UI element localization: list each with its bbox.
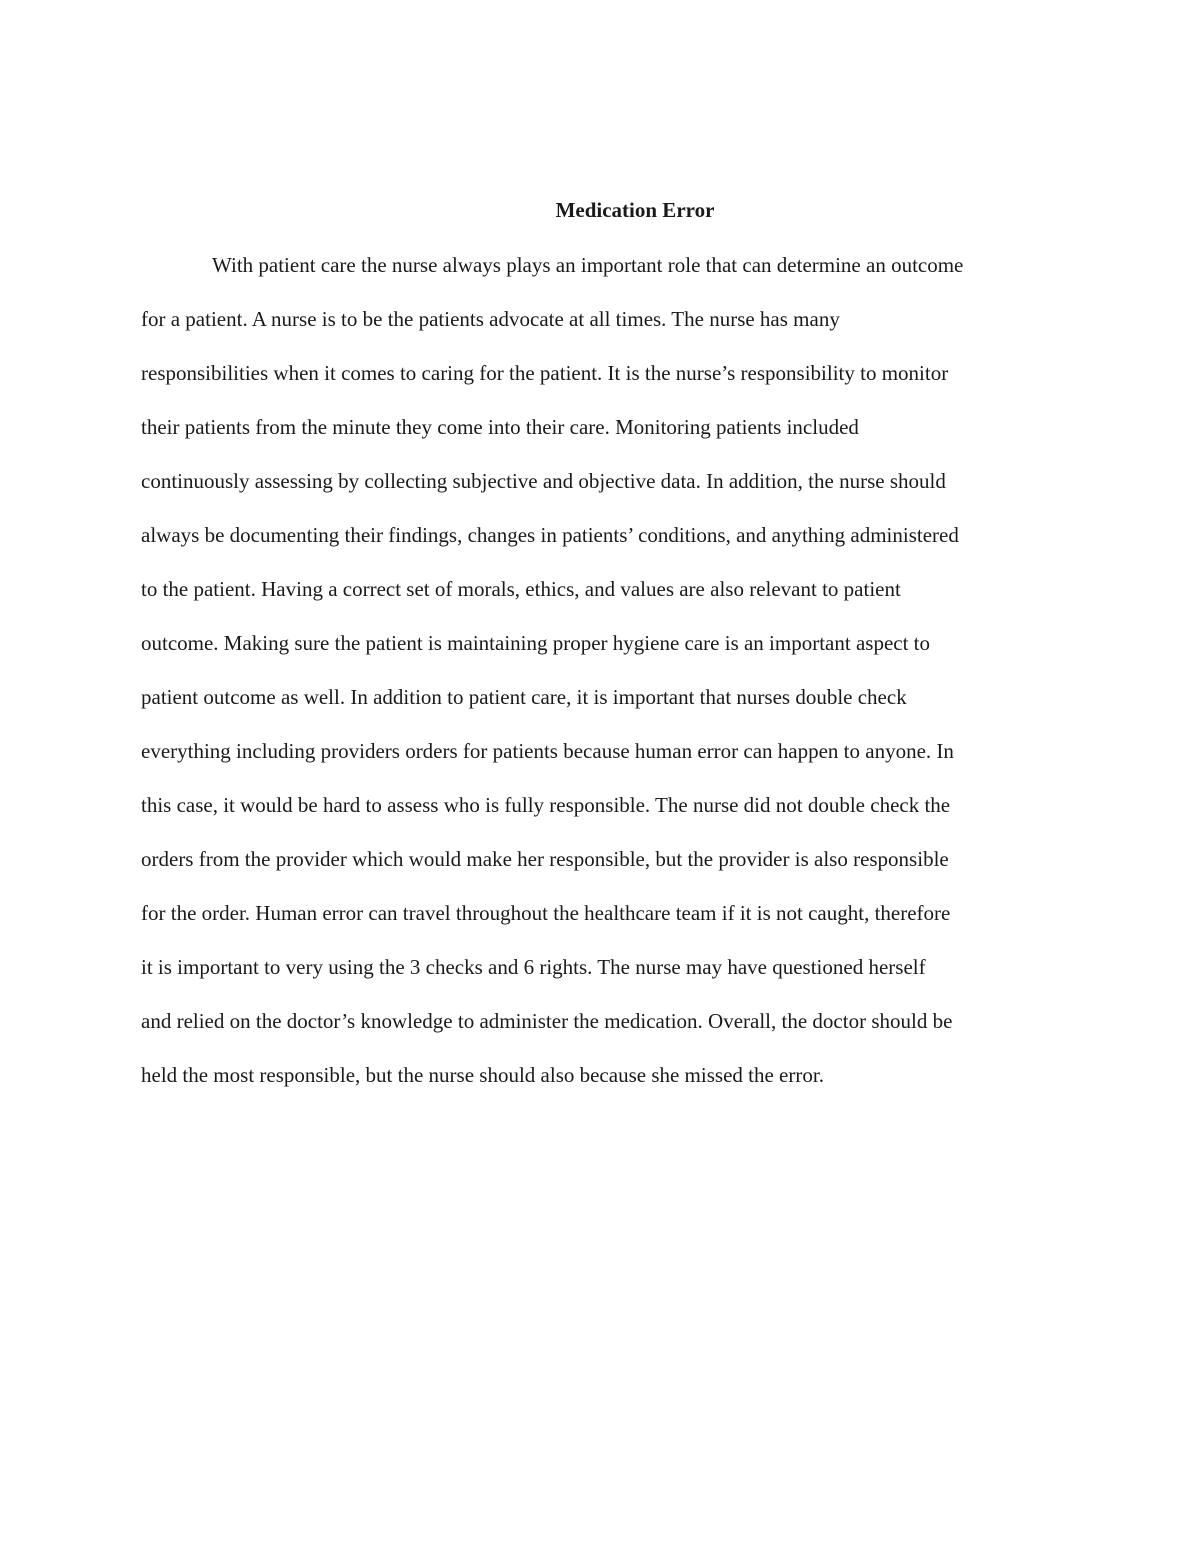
body-line: orders from the provider which would make her responsible, but the provider is also responsible — [141, 847, 949, 871]
document-title: Medication Error — [555, 198, 715, 222]
body-line: this case, it would be hard to assess who is fully responsible. The nurse did not double check the — [141, 793, 951, 817]
body-line: responsibilities when it comes to caring for the patient. It is the nurse’s responsibility to monitor — [141, 361, 949, 385]
body-line: always be documenting their findings, changes in patients’ conditions, and anything administered — [141, 523, 959, 547]
body-line: it is important to very using the 3 checks and 6 rights. The nurse may have questioned herself — [141, 955, 926, 979]
body-line: With patient care the nurse always plays an important role that can determine an outcome — [212, 253, 964, 277]
body-line: their patients from the minute they come into their care. Monitoring patients included — [141, 415, 859, 439]
body-line: held the most responsible, but the nurse should also because she missed the error. — [141, 1063, 824, 1087]
body-line: for the order. Human error can travel throughout the healthcare team if it is not caught, therefore — [141, 901, 951, 925]
body-line: continuously assessing by collecting subjective and objective data. In addition, the nurse should — [141, 469, 946, 493]
body-line: everything including providers orders for patients because human error can happen to anyone. In — [141, 739, 954, 763]
body-line: for a patient. A nurse is to be the patients advocate at all times. The nurse has many — [141, 307, 840, 331]
body-line: and relied on the doctor’s knowledge to administer the medication. Overall, the doctor should be — [141, 1009, 953, 1033]
body-line: to the patient. Having a correct set of morals, ethics, and values are also relevant to patient — [141, 577, 901, 601]
body-line: outcome. Making sure the patient is maintaining proper hygiene care is an important aspect to — [141, 631, 931, 655]
body-line: patient outcome as well. In addition to patient care, it is important that nurses double check — [141, 685, 907, 709]
